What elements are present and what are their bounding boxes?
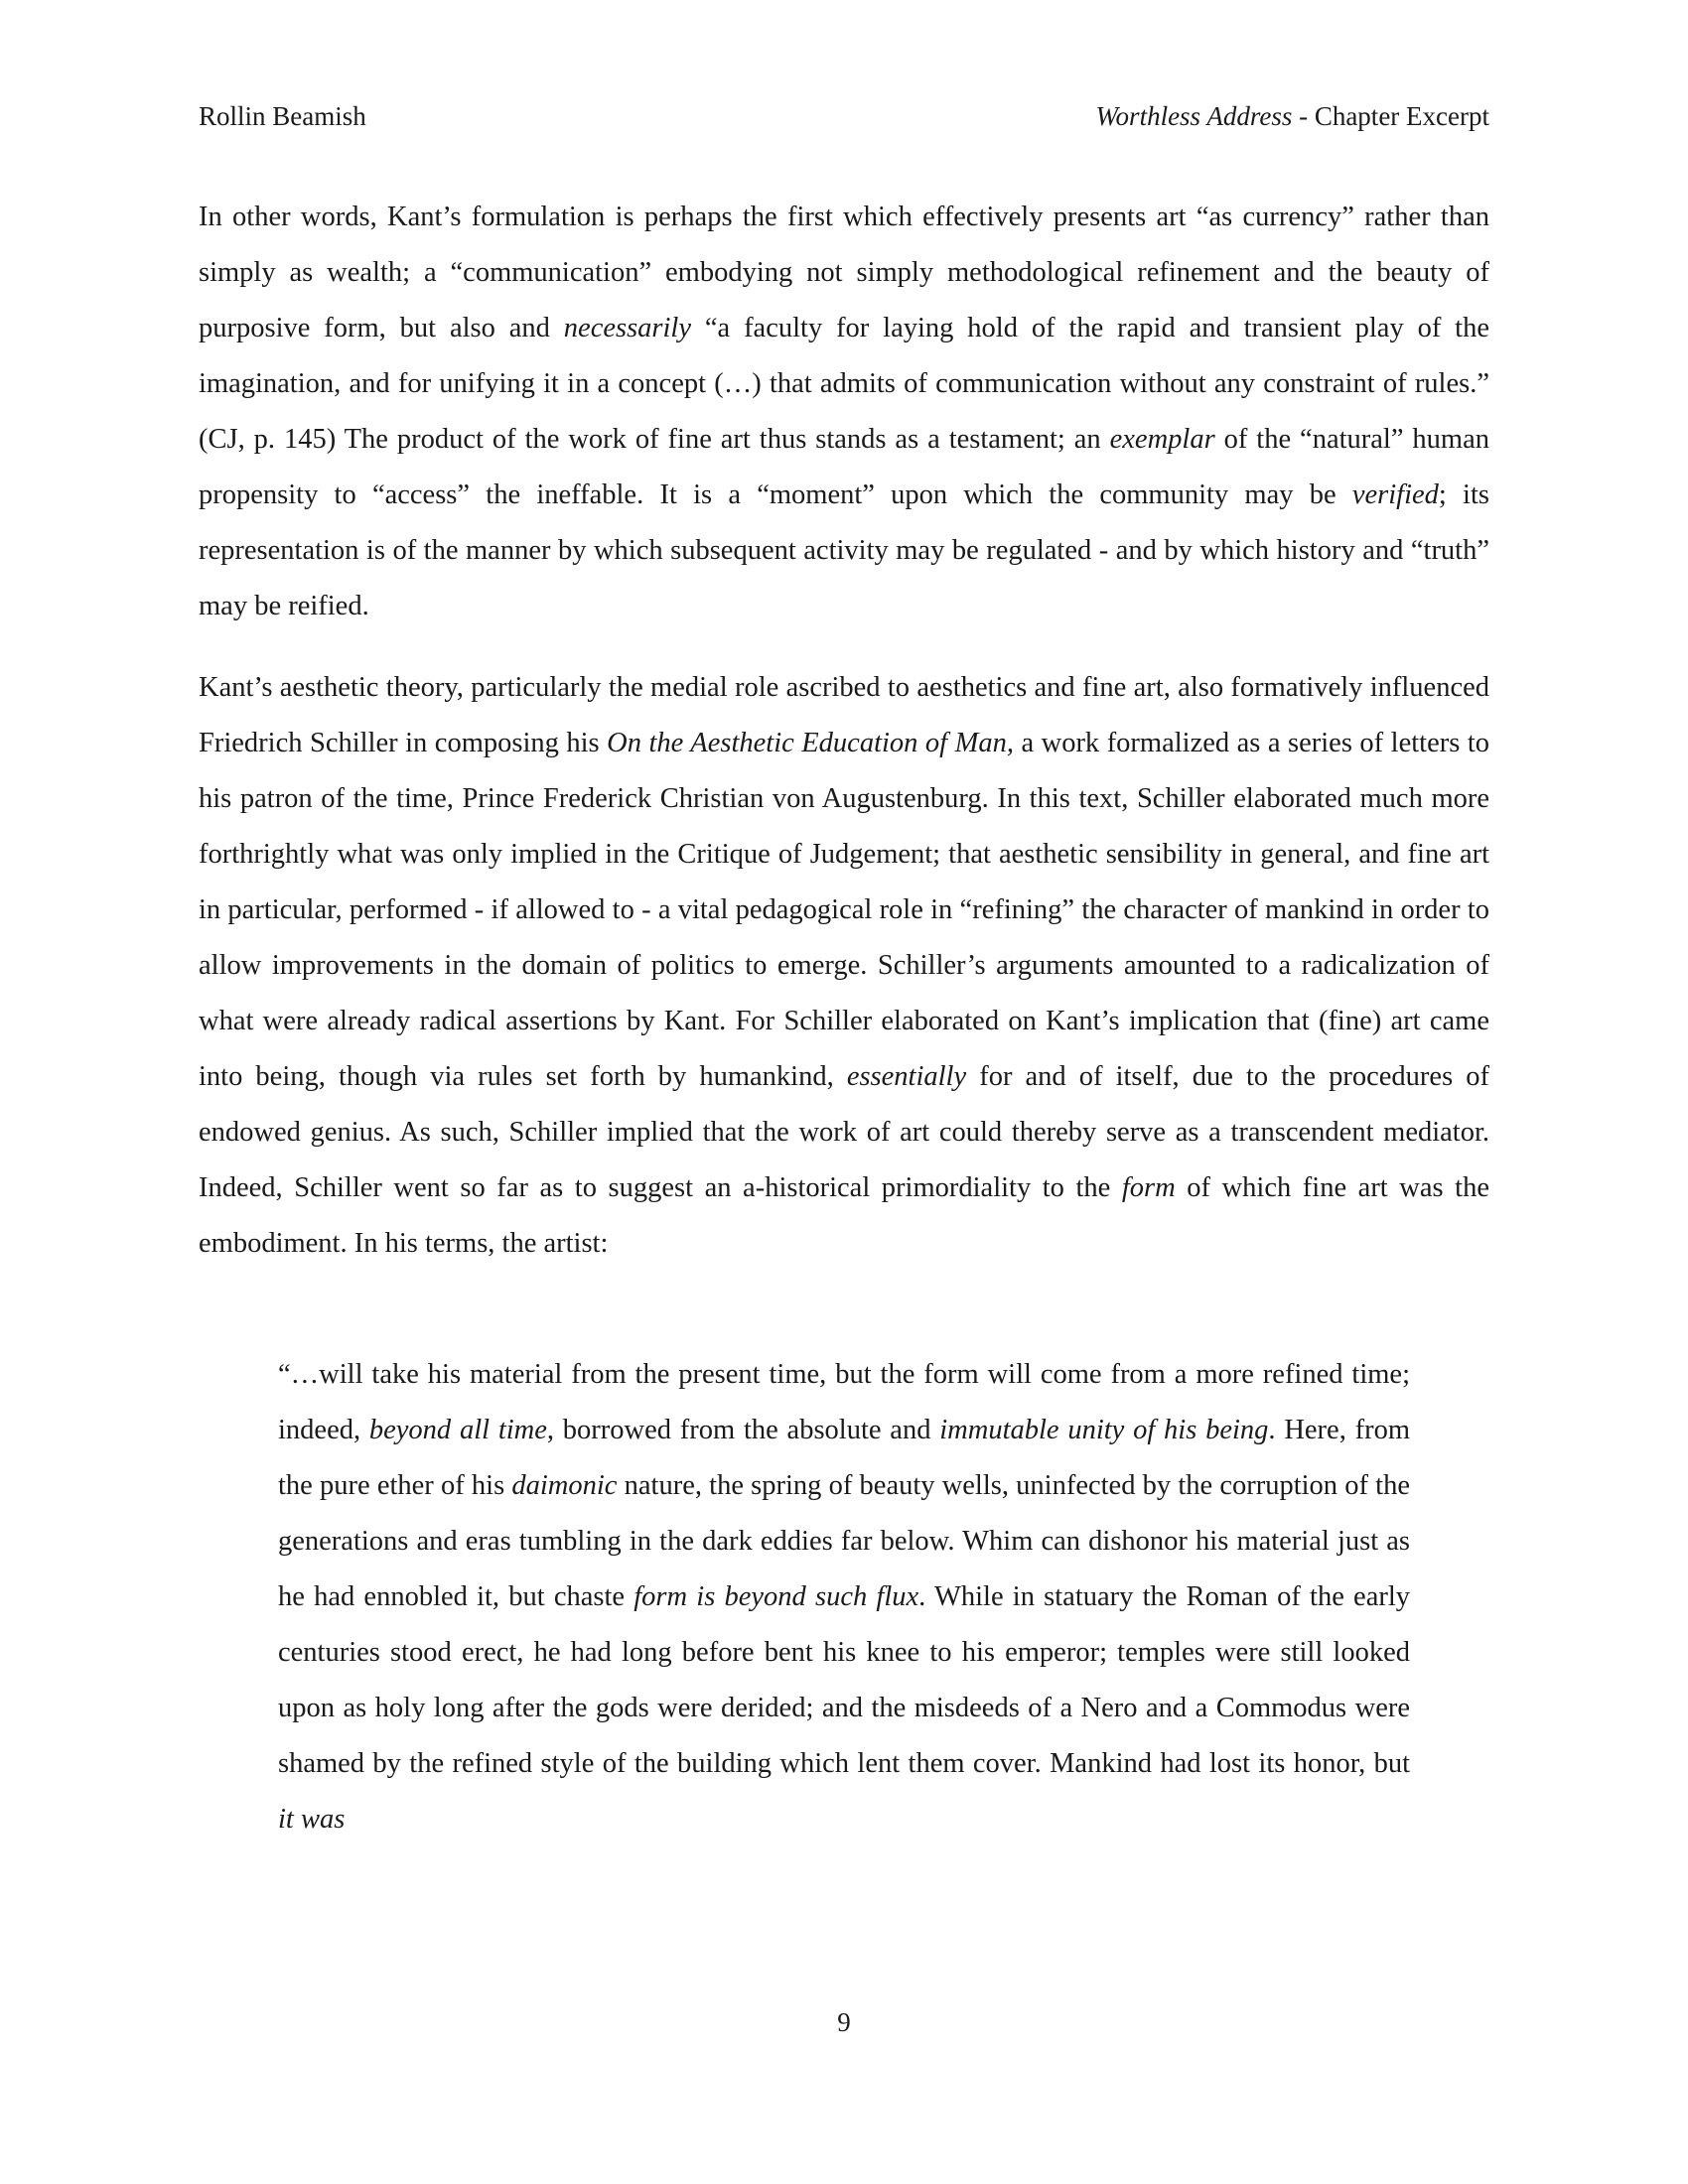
emphasis: form is beyond such flux [633,1581,919,1612]
text-run: “a faculty for laying hold of the rapid and transient play of the imagination, and for unifying it in a concept (…) that admits of communication without any constraint of rules.” (CJ, p. 145) The product of the work of fine art thus stands as a testament; an [199,313,1490,455]
emphasis: exemplar [1109,424,1215,455]
page-number: 9 [837,2007,851,2037]
emphasis: immutable unity of his being [939,1415,1269,1445]
emphasis: form [1121,1172,1176,1203]
text-run: a work formalized as a series of letters to his patron of the time, Prince Frederick Christian von Augustenburg. In this text, Schiller elaborated much more forthrightly what was only implied in the Critique of Judgement; that aesthetic sensibility in general, and fine art in particular, performed - if allowed to - a vital pedagogical role in “refining” the character of mankind in order to allow improvements in the domain of politics to emerge. Schiller’s arguments amounted to a radicalization of what were already radical assertions by Kant. For Schiller elaborated on Kant’s implication that (fine) art came into being, though via rules set forth by humankind, [199,728,1489,1092]
block-quote [278,1347,1410,1847]
text-run: of which fine art was the embodiment. In his terms, the artist: [199,1172,1489,1259]
paragraph-schiller [199,660,1489,1272]
text-run: for and of itself, due to the procedures of endowed genius. As such, Schiller implied that the work of art could thereby serve as a transcendent mediator. Indeed, Schiller went so far as to suggest an a-historical primordiality to the [199,1061,1489,1203]
emphasis: necessarily [563,313,692,343]
text-run: “…will take his material from the present time, but the form will come from a more refined time; indeed, [278,1359,1410,1445]
text-run: In other words, Kant’s formulation is perhaps the first which effectively presents art “as currency” rather than simply as wealth; a “communication” embodying not simply methodological refinement and the beauty of purposive form, but also and [199,202,1489,343]
emphasis: beyond all time [368,1415,547,1445]
book-title-reference: On the Aesthetic Education of Man, [607,728,1014,758]
paragraph-kant-formulation [199,190,1489,634]
text-run: nature, the spring of beauty wells, uninfected by the corruption of the generations and eras tumbling in the dark eddies far below. Whim can dishonor his material just as he had ennobled it, but chaste [278,1470,1410,1612]
emphasis: verified [1351,479,1439,510]
running-header-author: Rollin Beamish [199,101,366,131]
text-run: . Here, from the pure ether of his [278,1415,1410,1501]
emphasis: essentially [846,1061,967,1092]
emphasis: it was [278,1804,346,1835]
text-run: ; its representation is of the manner by which subsequent activity may be regulated - and by which history and “truth” may be reified. [199,479,1489,621]
text-run: of the “natural” human propensity to “access” the ineffable. It is a “moment” upon which the community may be [199,424,1489,510]
text-run: Kant’s aesthetic theory, particularly the medial role ascribed to aesthetics and fine art, also formatively influenced Friedrich Schiller in composing his [199,672,1489,758]
section-label: - Chapter Excerpt [1292,101,1489,131]
text-run: . While in statuary the Roman of the early centuries stood erect, he had long before bent his knee to his emperor; temples were still looked upon as holy long after the gods were derided; and the misdeeds of a Nero and a Commodus were shamed by the refined style of the building which lent them cover. Mankind had lost its honor, but [278,1581,1411,1779]
book-title: Worthless Address [1095,101,1293,131]
running-header-title [1096,97,1489,135]
emphasis: daimonic [511,1470,618,1501]
text-run: , borrowed from the absolute and [546,1415,940,1445]
